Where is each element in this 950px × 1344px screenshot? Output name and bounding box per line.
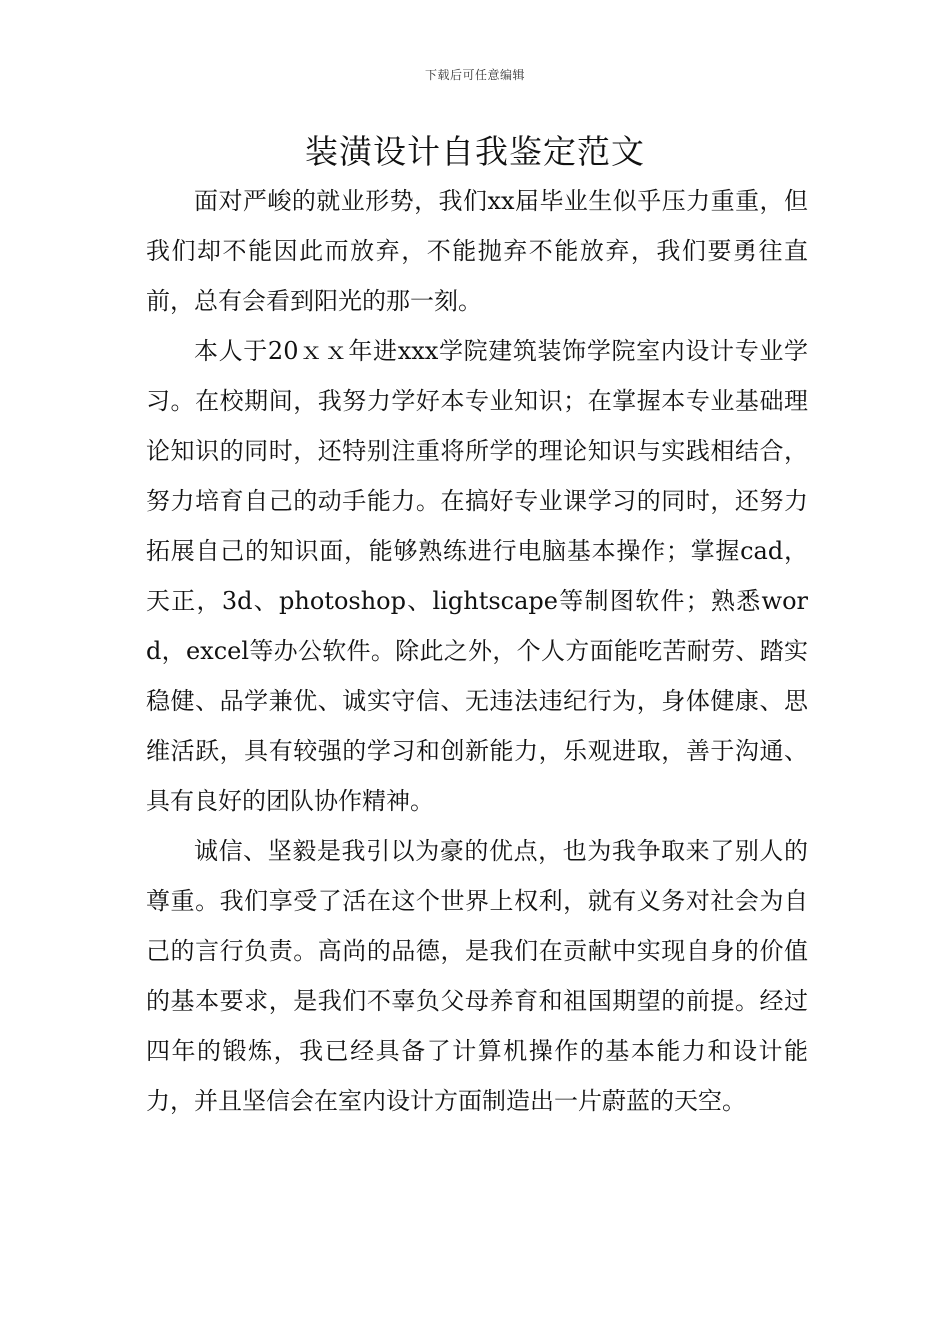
document-body (146, 176, 808, 1126)
paragraph-3: 诚信、坚毅是我引以为豪的优点，也为我争取来了别人的尊重。我们享受了活在这个世界上权利，就有义务对社会为自己的言行负责。高尚的品德，是我们在贡献中实现自身的价值的基本要求，是我们不辜负父母养育和祖国期望的前提。经过四年的锻炼，我已经具备了计算机操作的基本能力和设计能力，并且坚信会在室内设计方面制造出一片蔚蓝的天空。 (146, 837, 808, 1115)
page-title: 装潢设计自我鉴定范文 (305, 132, 645, 171)
paragraph-1: 面对严峻的就业形势，我们xx届毕业生似乎压力重重，但我们却不能因此而放弃，不能抛弃不能放弃，我们要勇往直前，总有会看到阳光的那一刻。 (146, 187, 808, 315)
paragraph-2: 本人于20ｘｘ年进xxx学院建筑装饰学院室内设计专业学习。在校期间，我努力学好本专业知识；在掌握本专业基础理论知识的同时，还特别注重将所学的理论知识与实践相结合，努力培育自己的动手能力。在搞好专业课学习的同时，还努力拓展自己的知识面，能够熟练进行电脑基本操作；掌握cad，天正，3d、photoshop、lightscape等制图软件；熟悉word，excel等办公软件。除此之外，个人方面能吃苦耐劳、踏实稳健、品学兼优、诚实守信、无违法违纪行为，身体健康、思维活跃，具有较强的学习和创新能力，乐观进取，善于沟通、具有良好的团队协作精神。 (146, 337, 808, 815)
header-note: 下载后可任意编辑 (424, 68, 525, 82)
